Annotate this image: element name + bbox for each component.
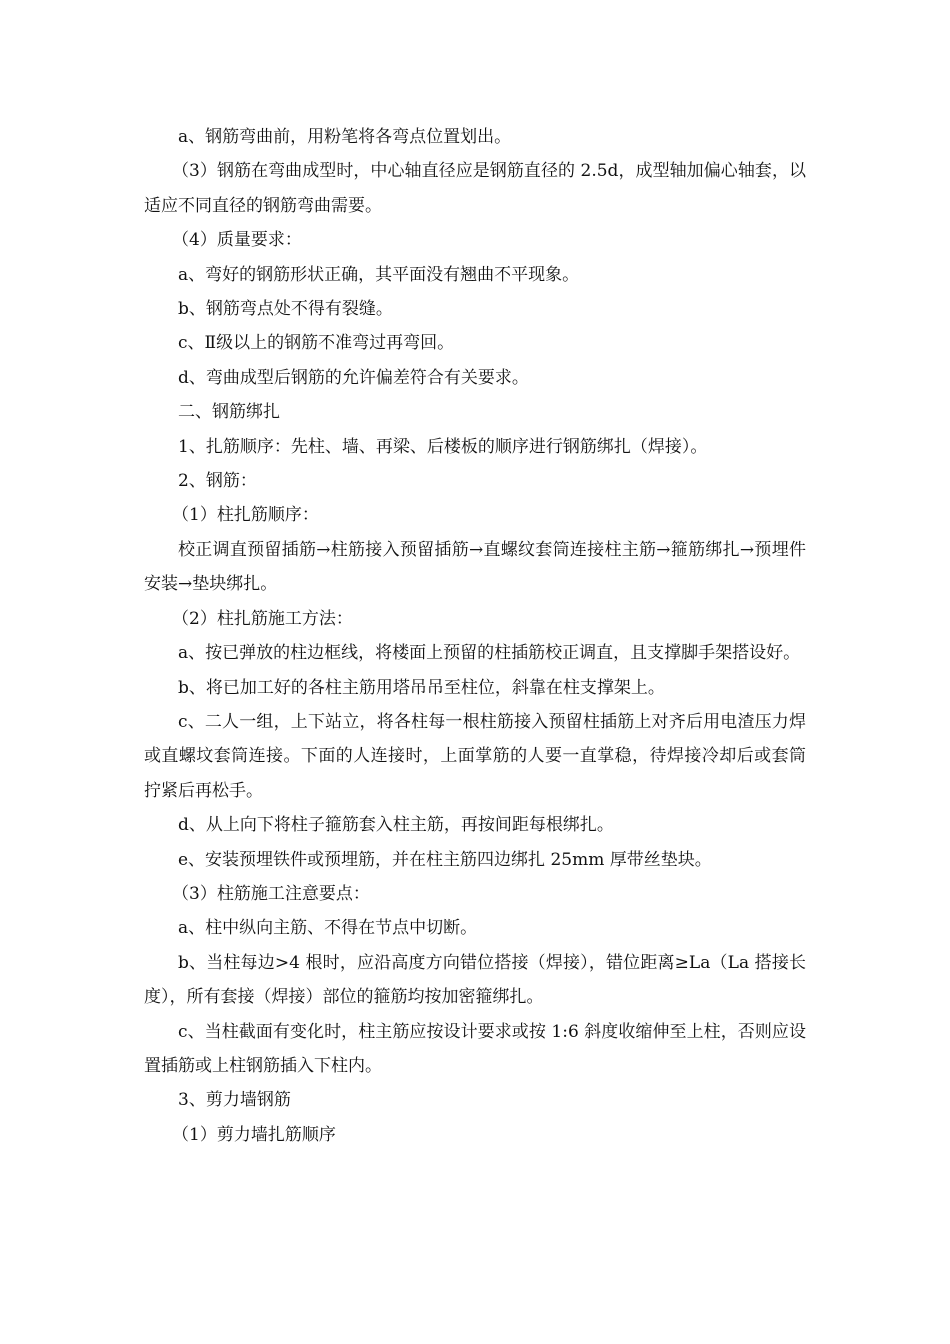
paragraph: （1）剪力墙扎筋顺序 bbox=[172, 1124, 336, 1145]
paragraph: d、从上向下将柱子箍筋套入柱主筋，再按间距每根绑扎。 bbox=[178, 815, 614, 836]
paragraph: 2、钢筋： bbox=[178, 471, 257, 492]
paragraph: b、当柱每边>4 根时，应沿高度方向错位搭接（焊接），错位距离≥La（La 搭接长度），所有套接（焊接）部位的箍筋均按加密箍绑扎。 bbox=[144, 952, 806, 1008]
paragraph: （3）柱筋施工注意要点： bbox=[172, 883, 370, 904]
paragraph: 校正调直预留插筋→柱筋接入预留插筋→直螺纹套筒连接柱主筋→箍筋绑扎→预埋件安装→垫块绑扎。 bbox=[144, 539, 806, 595]
paragraph: （4）质量要求： bbox=[172, 230, 302, 251]
paragraph: a、按已弹放的柱边框线，将楼面上预留的柱插筋校正调直，且支撑脚手架搭设好。 bbox=[178, 643, 801, 664]
paragraph: （3）钢筋在弯曲成型时，中心轴直径应是钢筋直径的 2.5d，成型轴加偏心轴套，以适应不同直径的钢筋弯曲需要。 bbox=[144, 161, 806, 216]
paragraph: c、当柱截面有变化时，柱主筋应按设计要求或按 1:6 斜度收缩伸至上柱，否则应设置插筋或上柱钢筋插入下柱内。 bbox=[144, 1021, 806, 1076]
paragraph: c、二人一组，上下站立，将各柱每一根柱筋接入预留柱插筋上对齐后用电渣压力焊或直螺坟套筒连接。下面的人连接时，上面掌筋的人要一直掌稳，待焊接冷却后或套筒拧紧后再松手。 bbox=[144, 711, 806, 801]
paragraph: a、弯好的钢筋形状正确，其平面没有翘曲不平现象。 bbox=[178, 264, 580, 285]
section-heading: 二、钢筋绑扎 bbox=[178, 402, 280, 423]
paragraph: e、安装预埋铁件或预埋筋，并在柱主筋四边绑扎 25mm 厚带丝垫块。 bbox=[178, 849, 712, 870]
paragraph: 3、剪力墙钢筋 bbox=[178, 1090, 291, 1111]
paragraph: b、将已加工好的各柱主筋用塔吊吊至柱位，斜靠在柱支撑架上。 bbox=[178, 677, 665, 698]
paragraph: b、钢筋弯点处不得有裂缝。 bbox=[178, 299, 393, 320]
paragraph: （2）柱扎筋施工方法： bbox=[172, 608, 353, 629]
paragraph: a、钢筋弯曲前，用粉笔将各弯点位置划出。 bbox=[178, 127, 512, 147]
paragraph: （1）柱扎筋顺序： bbox=[172, 505, 319, 526]
paragraph: a、柱中纵向主筋、不得在节点中切断。 bbox=[178, 918, 478, 939]
paragraph: 1、扎筋顺序：先柱、墙、再梁、后楼板的顺序进行钢筋绑扎（焊接）。 bbox=[178, 436, 708, 457]
paragraph: d、弯曲成型后钢筋的允许偏差符合有关要求。 bbox=[178, 367, 529, 388]
paragraph: c、Ⅱ级以上的钢筋不准弯过再弯回。 bbox=[178, 333, 455, 354]
